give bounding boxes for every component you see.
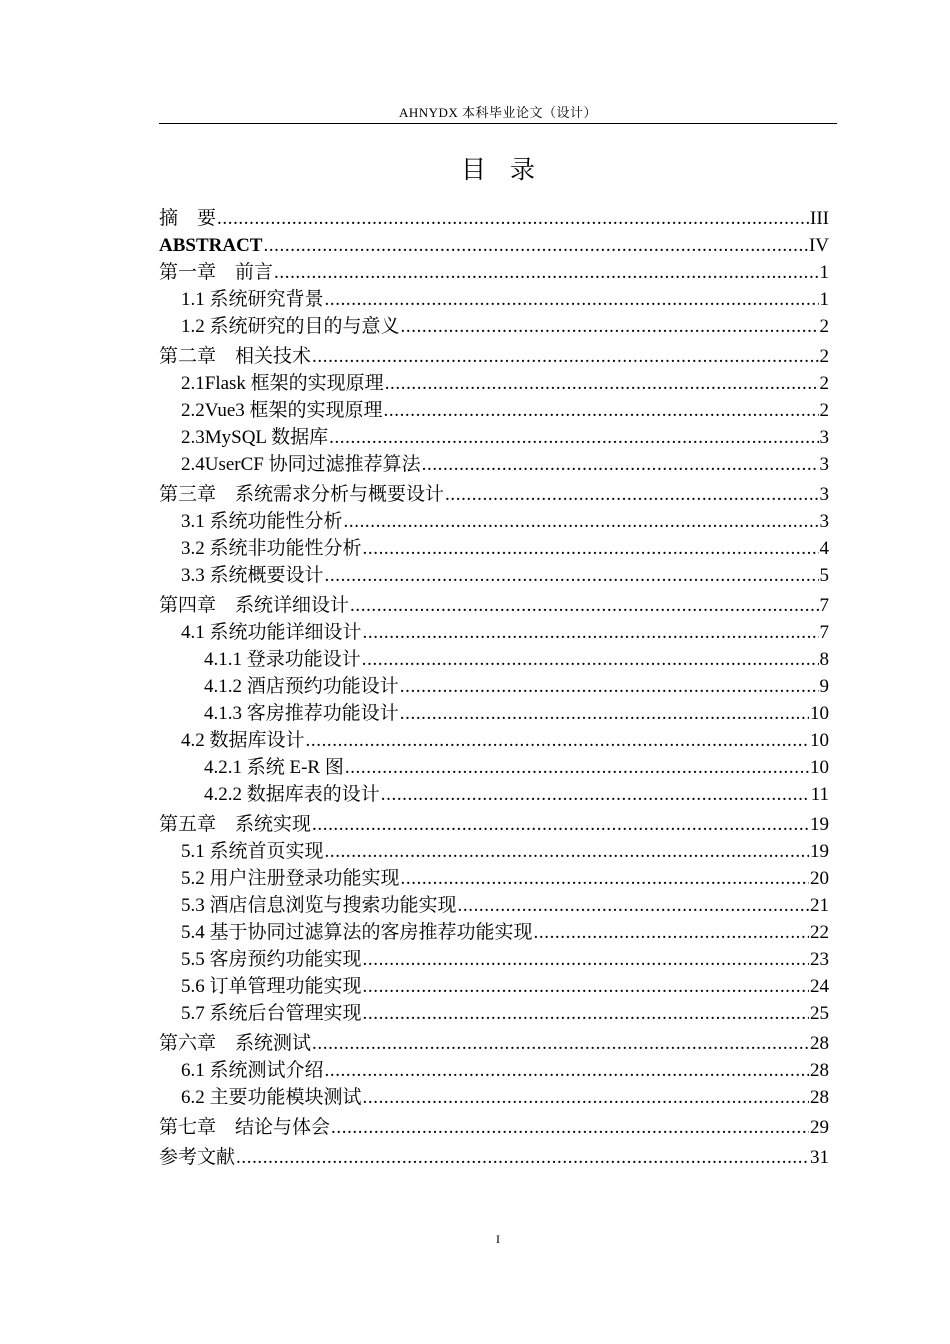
toc-entry-label: 4.2.1 系统 E-R 图 xyxy=(204,757,344,778)
running-header: AHNYDX 本科毕业论文（设计） xyxy=(398,105,598,120)
toc-entry-label: 1.1 系统研究背景 xyxy=(181,289,324,310)
toc-entry-page-number: 2 xyxy=(819,400,829,421)
toc-dot-leader xyxy=(534,920,809,946)
toc-entry-page-number: 10 xyxy=(810,757,829,778)
toc-entry-page-number: 25 xyxy=(810,1003,829,1024)
toc-entry-page-number: III xyxy=(810,208,829,229)
toc-entry-label: 4.1.1 登录功能设计 xyxy=(204,649,361,670)
toc-entry-page-number: 5 xyxy=(819,565,829,586)
toc-entry[interactable] xyxy=(159,893,829,919)
toc-dot-leader xyxy=(400,674,819,700)
toc-dot-leader xyxy=(401,314,819,340)
toc-entry-label: 5.4 基于协同过滤算法的客房推荐功能实现 xyxy=(181,922,533,943)
toc-entry-page-number: 31 xyxy=(810,1147,829,1168)
toc-entry-page-number: 24 xyxy=(810,976,829,997)
toc-entry[interactable] xyxy=(159,452,829,478)
toc-dot-leader xyxy=(458,893,809,919)
toc-entry-label: 第一章 前言 xyxy=(159,262,274,283)
toc-dot-leader xyxy=(422,452,819,478)
toc-dot-leader xyxy=(306,728,809,754)
toc-entry-label: 第七章 结论与体会 xyxy=(159,1117,331,1138)
toc-entry[interactable] xyxy=(159,1115,829,1141)
toc-entry[interactable] xyxy=(159,755,829,781)
toc-entry-label: 3.2 系统非功能性分析 xyxy=(181,538,362,559)
toc-entry-page-number: 10 xyxy=(810,703,829,724)
toc-dot-leader xyxy=(400,701,809,727)
toc-entry-page-number: 4 xyxy=(819,538,829,559)
toc-entry-page-number: 2 xyxy=(819,373,829,394)
toc-entry-label: 第六章 系统测试 xyxy=(159,1033,312,1054)
toc-entry[interactable] xyxy=(159,701,829,727)
toc-entry-page-number: 23 xyxy=(810,949,829,970)
toc-dot-leader xyxy=(312,812,809,838)
toc-dot-leader xyxy=(331,1115,809,1141)
toc-entry-page-number: 7 xyxy=(819,622,829,643)
toc-entry[interactable] xyxy=(159,593,829,619)
toc-entry-page-number: 29 xyxy=(810,1117,829,1138)
page-number: I xyxy=(496,1232,500,1246)
toc-dot-leader xyxy=(363,536,819,562)
toc-entry[interactable] xyxy=(159,782,829,808)
toc-entry-page-number: 8 xyxy=(819,649,829,670)
toc-entry[interactable] xyxy=(159,233,829,259)
toc-entry[interactable] xyxy=(159,425,829,451)
toc-entry-label: 4.2 数据库设计 xyxy=(181,730,305,751)
toc-entry[interactable] xyxy=(159,728,829,754)
toc-dot-leader xyxy=(325,287,819,313)
toc-dot-leader xyxy=(363,947,809,973)
toc-entry[interactable] xyxy=(159,974,829,1000)
toc-entry[interactable] xyxy=(159,1031,829,1057)
toc-entry[interactable] xyxy=(159,344,829,370)
toc-entry-page-number: IV xyxy=(808,235,829,256)
toc-entry-label: 2.4UserCF 协同过滤推荐算法 xyxy=(181,454,421,475)
toc-dot-leader xyxy=(325,563,819,589)
toc-entry-label: 摘 要 xyxy=(159,208,217,229)
toc-entry[interactable] xyxy=(159,260,829,286)
toc-entry-page-number: 28 xyxy=(810,1033,829,1054)
toc-title: 目录 xyxy=(460,157,559,184)
toc-dot-leader xyxy=(329,425,818,451)
toc-entry[interactable] xyxy=(159,620,829,646)
toc-entry[interactable] xyxy=(159,1085,829,1111)
toc-entry-page-number: 21 xyxy=(810,895,829,916)
toc-entry[interactable] xyxy=(159,947,829,973)
toc-entry-label: 5.5 客房预约功能实现 xyxy=(181,949,362,970)
toc-dot-leader xyxy=(445,482,818,508)
toc-dot-leader xyxy=(344,509,819,535)
toc-entry-label: 第二章 相关技术 xyxy=(159,346,312,367)
toc-entry-page-number: 28 xyxy=(810,1087,829,1108)
toc-entry-page-number: 3 xyxy=(819,454,829,475)
toc-dot-leader xyxy=(363,620,819,646)
toc-dot-leader xyxy=(363,1085,809,1111)
toc-entry-label: 4.2.2 数据库表的设计 xyxy=(204,784,380,805)
toc-entry-label: 5.1 系统首页实现 xyxy=(181,841,324,862)
toc-entry[interactable] xyxy=(159,1001,829,1027)
toc-entry-label: 1.2 系统研究的目的与意义 xyxy=(181,316,400,337)
toc-entry[interactable] xyxy=(159,1058,829,1084)
toc-dot-leader xyxy=(274,260,818,286)
toc-entry-label: 4.1 系统功能详细设计 xyxy=(181,622,362,643)
toc-entry-label: 4.1.2 酒店预约功能设计 xyxy=(204,676,399,697)
toc-entry[interactable] xyxy=(159,206,829,232)
toc-dot-leader xyxy=(363,974,809,1000)
toc-entry-page-number: 28 xyxy=(810,1060,829,1081)
toc-dot-leader xyxy=(362,647,819,673)
toc-dot-leader xyxy=(325,1058,809,1084)
toc-dot-leader xyxy=(312,344,818,370)
toc-entry-page-number: 19 xyxy=(810,814,829,835)
toc-entry[interactable] xyxy=(159,314,829,340)
toc-dot-leader xyxy=(236,1145,809,1171)
toc-entry-page-number: 19 xyxy=(810,841,829,862)
toc-entry[interactable] xyxy=(159,509,829,535)
toc-entry-label: 3.1 系统功能性分析 xyxy=(181,511,343,532)
toc-entry[interactable] xyxy=(159,1145,829,1171)
toc-entry[interactable] xyxy=(159,536,829,562)
toc-entry-page-number: 9 xyxy=(819,676,829,697)
toc-entry[interactable] xyxy=(159,920,829,946)
toc-entry[interactable] xyxy=(159,647,829,673)
toc-entry-label: 2.3MySQL 数据库 xyxy=(181,427,329,448)
toc-entry[interactable] xyxy=(159,482,829,508)
toc-entry[interactable] xyxy=(159,371,829,397)
toc-entry-page-number: 3 xyxy=(819,427,829,448)
toc-entry-page-number: 1 xyxy=(819,289,829,310)
toc-entry[interactable] xyxy=(159,866,829,892)
toc-entry-label: 5.2 用户注册登录功能实现 xyxy=(181,868,400,889)
toc-dot-leader xyxy=(312,1031,809,1057)
toc-entry-label: 第四章 系统详细设计 xyxy=(159,595,350,616)
toc-entry-page-number: 3 xyxy=(819,511,829,532)
toc-dot-leader xyxy=(384,398,819,424)
toc-entry[interactable] xyxy=(159,812,829,838)
toc-entry-label: 参考文献 xyxy=(159,1147,236,1168)
toc-dot-leader xyxy=(385,371,819,397)
toc-entry-label: 2.1Flask 框架的实现原理 xyxy=(181,373,384,394)
toc-entry[interactable] xyxy=(159,398,829,424)
toc-dot-leader xyxy=(217,206,809,232)
toc-entry-page-number: 20 xyxy=(810,868,829,889)
header-rule xyxy=(159,123,837,124)
toc-entry-page-number: 22 xyxy=(810,922,829,943)
toc-entry-label: 第三章 系统需求分析与概要设计 xyxy=(159,484,445,505)
toc-entry-label: 6.1 系统测试介绍 xyxy=(181,1060,324,1081)
toc-entry-label: 5.3 酒店信息浏览与搜索功能实现 xyxy=(181,895,457,916)
toc-entry-page-number: 2 xyxy=(819,346,829,367)
toc-entry-label: 5.7 系统后台管理实现 xyxy=(181,1003,362,1024)
toc-entry-label: 5.6 订单管理功能实现 xyxy=(181,976,362,997)
toc-dot-leader xyxy=(381,782,810,808)
toc-entry-label: 6.2 主要功能模块测试 xyxy=(181,1087,362,1108)
toc-entry[interactable] xyxy=(159,563,829,589)
toc-entry-page-number: 10 xyxy=(810,730,829,751)
toc-entry-label: 3.3 系统概要设计 xyxy=(181,565,324,586)
toc-entry-label: 4.1.3 客房推荐功能设计 xyxy=(204,703,399,724)
toc-entry-label: 2.2Vue3 框架的实现原理 xyxy=(181,400,383,421)
toc-entry[interactable] xyxy=(159,674,829,700)
toc-dot-leader xyxy=(345,755,809,781)
toc-entry-page-number: 7 xyxy=(819,595,829,616)
toc-entry[interactable] xyxy=(159,839,829,865)
toc-dot-leader xyxy=(263,233,807,259)
toc-entry-page-number: 2 xyxy=(819,316,829,337)
toc-entry[interactable] xyxy=(159,287,829,313)
toc-entry-page-number: 1 xyxy=(819,262,829,283)
toc-dot-leader xyxy=(350,593,818,619)
toc-dot-leader xyxy=(325,839,809,865)
toc-dot-leader xyxy=(363,1001,809,1027)
toc-entry-label: 第五章 系统实现 xyxy=(159,814,312,835)
toc-entry-page-number: 3 xyxy=(819,484,829,505)
toc-entry-label: ABSTRACT xyxy=(159,235,263,256)
toc-dot-leader xyxy=(401,866,809,892)
toc-entry-page-number: 11 xyxy=(810,784,829,805)
